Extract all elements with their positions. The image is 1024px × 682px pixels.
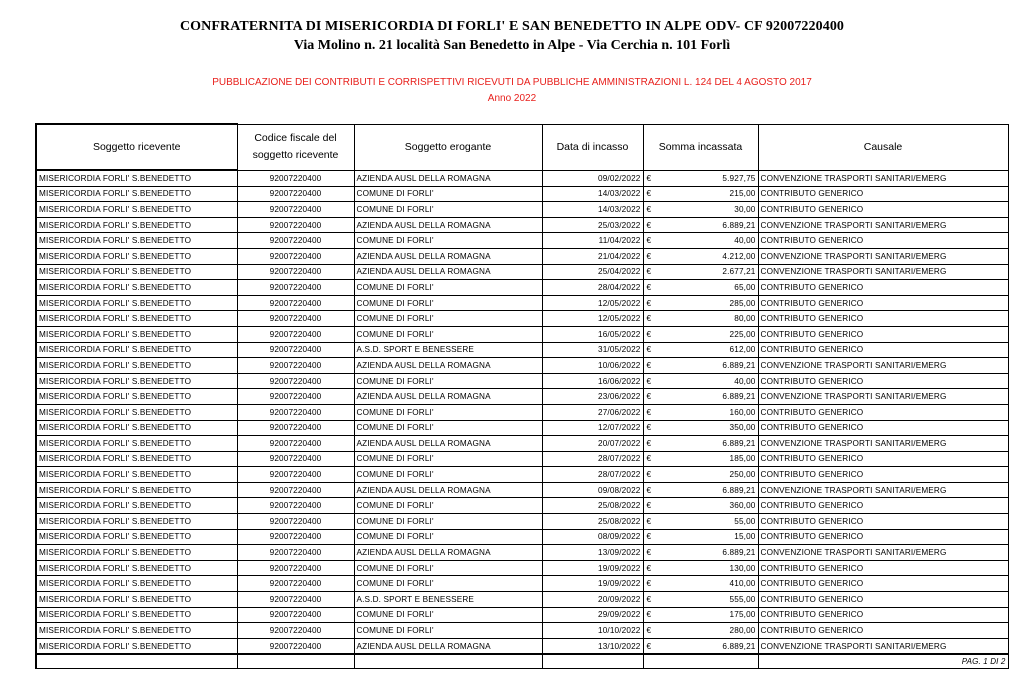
cell-soggetto-ricevente: MISERICORDIA FORLI' S.BENEDETTO [36,264,237,280]
empty-footer-cell [36,654,237,669]
table-row [36,170,1008,186]
cell-somma-incassata [643,373,758,389]
amount-value: 6.889,21 [722,485,756,495]
table-row [36,638,1008,654]
cell-soggetto-ricevente: MISERICORDIA FORLI' S.BENEDETTO [36,638,237,654]
cell-somma-incassata [643,358,758,374]
cell-causale: CONVENZIONE TRASPORTI SANITARI/EMERG [758,170,1008,186]
cell-somma-incassata [643,545,758,561]
amount-value: 250,00 [729,470,756,480]
column-header-somma-incassata: Somma incassata [643,124,758,170]
cell-soggetto-erogante: COMUNE DI FORLI' [354,373,542,389]
column-header-causale: Causale [758,124,1008,170]
empty-footer-cell [643,654,758,669]
cell-causale: CONVENZIONE TRASPORTI SANITARI/EMERG [758,217,1008,233]
cell-data-incasso: 21/04/2022 [542,248,643,264]
cell-soggetto-ricevente: MISERICORDIA FORLI' S.BENEDETTO [36,280,237,296]
cell-causale: CONTRIBUTO GENERICO [758,467,1008,483]
cell-codice-fiscale: 92007220400 [237,373,354,389]
amount-value: 15,00 [734,532,756,542]
cell-soggetto-ricevente: MISERICORDIA FORLI' S.BENEDETTO [36,389,237,405]
cell-soggetto-erogante: COMUNE DI FORLI' [354,451,542,467]
amount-value: 6.889,21 [722,548,756,558]
cell-data-incasso: 19/09/2022 [542,576,643,592]
cell-somma-incassata [643,389,758,405]
table-row [36,498,1008,514]
cell-soggetto-erogante: COMUNE DI FORLI' [354,529,542,545]
cell-codice-fiscale: 92007220400 [237,451,354,467]
currency-symbol: € [646,360,652,370]
cell-soggetto-ricevente: MISERICORDIA FORLI' S.BENEDETTO [36,311,237,327]
cell-causale: CONTRIBUTO GENERICO [758,529,1008,545]
table-body [36,170,1008,669]
cell-soggetto-erogante: COMUNE DI FORLI' [354,420,542,436]
cell-data-incasso: 31/05/2022 [542,342,643,358]
cell-data-incasso: 23/06/2022 [542,389,643,405]
amount-value: 6.889,21 [722,360,756,370]
cell-soggetto-erogante: A.S.D. SPORT E BENESSERE [354,592,542,608]
cell-data-incasso: 28/04/2022 [542,280,643,296]
cell-soggetto-ricevente: MISERICORDIA FORLI' S.BENEDETTO [36,342,237,358]
cell-somma-incassata [643,264,758,280]
amount-value: 30,00 [734,204,756,214]
currency-symbol: € [646,251,652,261]
currency-symbol: € [646,438,652,448]
cell-causale: CONTRIBUTO GENERICO [758,202,1008,218]
amount-value: 6.889,21 [722,220,756,230]
amount-value: 40,00 [734,376,756,386]
publication-title: PUBBLICAZIONE DEI CONTRIBUTI E CORRISPETTIVI RICEVUTI DA PUBBLICHE AMMINISTRAZIONI L. 124 DEL 4 AGOSTO 2017 [212,77,812,88]
cell-soggetto-ricevente: MISERICORDIA FORLI' S.BENEDETTO [36,451,237,467]
cell-causale: CONTRIBUTO GENERICO [758,576,1008,592]
cell-soggetto-erogante: COMUNE DI FORLI' [354,607,542,623]
amount-value: 6.889,21 [722,438,756,448]
cell-data-incasso: 25/03/2022 [542,217,643,233]
cell-soggetto-ricevente: MISERICORDIA FORLI' S.BENEDETTO [36,202,237,218]
amount-value: 285,00 [729,298,756,308]
table-row [36,529,1008,545]
cell-codice-fiscale: 92007220400 [237,560,354,576]
amount-value: 2.677,21 [722,267,756,277]
table-header-row [36,124,1008,170]
table-row [36,264,1008,280]
empty-footer-cell [354,654,542,669]
cell-codice-fiscale: 92007220400 [237,233,354,249]
currency-symbol: € [646,485,652,495]
cell-data-incasso: 14/03/2022 [542,202,643,218]
cell-somma-incassata [643,233,758,249]
currency-symbol: € [646,282,652,292]
currency-symbol: € [646,298,652,308]
table-row [36,451,1008,467]
currency-symbol: € [646,220,652,230]
cell-codice-fiscale: 92007220400 [237,358,354,374]
currency-symbol: € [646,454,652,464]
table-row [36,202,1008,218]
amount-value: 175,00 [729,610,756,620]
cell-soggetto-erogante: AZIENDA AUSL DELLA ROMAGNA [354,482,542,498]
cell-somma-incassata [643,623,758,639]
currency-symbol: € [646,532,652,542]
cell-soggetto-erogante: AZIENDA AUSL DELLA ROMAGNA [354,545,542,561]
cell-soggetto-erogante: AZIENDA AUSL DELLA ROMAGNA [354,638,542,654]
cell-soggetto-erogante: AZIENDA AUSL DELLA ROMAGNA [354,436,542,452]
cell-data-incasso: 28/07/2022 [542,451,643,467]
amount-value: 4.212,00 [722,251,756,261]
cell-somma-incassata [643,342,758,358]
currency-symbol: € [646,267,652,277]
amount-value: 130,00 [729,563,756,573]
cell-soggetto-ricevente: MISERICORDIA FORLI' S.BENEDETTO [36,560,237,576]
amount-value: 185,00 [729,454,756,464]
cell-data-incasso: 12/07/2022 [542,420,643,436]
currency-symbol: € [646,407,652,417]
cell-data-incasso: 08/09/2022 [542,529,643,545]
cell-data-incasso: 12/05/2022 [542,311,643,327]
cell-soggetto-ricevente: MISERICORDIA FORLI' S.BENEDETTO [36,623,237,639]
currency-symbol: € [646,345,652,355]
cell-data-incasso: 19/09/2022 [542,560,643,576]
currency-symbol: € [646,641,652,651]
table-row [36,576,1008,592]
page-number: PAG. 1 DI 2 [758,654,1008,669]
cell-data-incasso: 29/09/2022 [542,607,643,623]
cell-data-incasso: 11/04/2022 [542,233,643,249]
cell-somma-incassata [643,498,758,514]
cell-causale: CONTRIBUTO GENERICO [758,623,1008,639]
currency-symbol: € [646,173,652,183]
currency-symbol: € [646,314,652,324]
cell-soggetto-erogante: AZIENDA AUSL DELLA ROMAGNA [354,170,542,186]
cell-codice-fiscale: 92007220400 [237,420,354,436]
cell-soggetto-erogante: COMUNE DI FORLI' [354,202,542,218]
cell-data-incasso: 25/08/2022 [542,514,643,530]
cell-somma-incassata [643,482,758,498]
cell-soggetto-erogante: COMUNE DI FORLI' [354,326,542,342]
amount-value: 6.889,21 [722,392,756,402]
cell-codice-fiscale: 92007220400 [237,202,354,218]
cell-somma-incassata [643,576,758,592]
cell-causale: CONTRIBUTO GENERICO [758,451,1008,467]
amount-value: 6.889,21 [722,641,756,651]
amount-value: 80,00 [734,314,756,324]
amount-value: 280,00 [729,626,756,636]
cell-soggetto-ricevente: MISERICORDIA FORLI' S.BENEDETTO [36,217,237,233]
currency-symbol: € [646,376,652,386]
empty-footer-cell [542,654,643,669]
cell-codice-fiscale: 92007220400 [237,638,354,654]
cell-soggetto-ricevente: MISERICORDIA FORLI' S.BENEDETTO [36,607,237,623]
column-header-soggetto-erogante: Soggetto erogante [354,124,542,170]
table-row [36,358,1008,374]
cell-somma-incassata [643,638,758,654]
cell-causale: CONVENZIONE TRASPORTI SANITARI/EMERG [758,545,1008,561]
cell-somma-incassata [643,560,758,576]
table-row [36,607,1008,623]
amount-value: 555,00 [729,594,756,604]
cell-codice-fiscale: 92007220400 [237,545,354,561]
cell-codice-fiscale: 92007220400 [237,576,354,592]
cell-data-incasso: 25/08/2022 [542,498,643,514]
table-footer-row [36,654,1008,669]
cell-causale: CONTRIBUTO GENERICO [758,373,1008,389]
amount-value: 65,00 [734,282,756,292]
column-header-soggetto-ricevente: Soggetto ricevente [36,124,237,170]
cell-soggetto-erogante: COMUNE DI FORLI' [354,280,542,296]
cell-codice-fiscale: 92007220400 [237,404,354,420]
cell-data-incasso: 12/05/2022 [542,295,643,311]
cell-codice-fiscale: 92007220400 [237,295,354,311]
cell-soggetto-ricevente: MISERICORDIA FORLI' S.BENEDETTO [36,436,237,452]
cell-causale: CONVENZIONE TRASPORTI SANITARI/EMERG [758,264,1008,280]
cell-somma-incassata [643,420,758,436]
cell-causale: CONTRIBUTO GENERICO [758,311,1008,327]
document-address: Via Molino n. 21 località San Benedetto in Alpe - Via Cerchia n. 101 Forlì [293,38,731,53]
cell-data-incasso: 09/08/2022 [542,482,643,498]
cell-somma-incassata [643,311,758,327]
cell-data-incasso: 14/03/2022 [542,186,643,202]
currency-symbol: € [646,470,652,480]
amount-value: 410,00 [729,579,756,589]
cell-causale: CONVENZIONE TRASPORTI SANITARI/EMERG [758,389,1008,405]
currency-symbol: € [646,594,652,604]
cell-soggetto-erogante: COMUNE DI FORLI' [354,186,542,202]
cell-somma-incassata [643,280,758,296]
cell-data-incasso: 25/04/2022 [542,264,643,280]
cell-data-incasso: 10/10/2022 [542,623,643,639]
cell-codice-fiscale: 92007220400 [237,264,354,280]
cell-soggetto-ricevente: MISERICORDIA FORLI' S.BENEDETTO [36,482,237,498]
currency-symbol: € [646,204,652,214]
cell-data-incasso: 09/02/2022 [542,170,643,186]
currency-symbol: € [646,329,652,339]
cell-somma-incassata [643,607,758,623]
amount-value: 350,00 [729,423,756,433]
cell-data-incasso: 28/07/2022 [542,467,643,483]
cell-soggetto-ricevente: MISERICORDIA FORLI' S.BENEDETTO [36,233,237,249]
table-row [36,623,1008,639]
cell-codice-fiscale: 92007220400 [237,248,354,264]
cell-soggetto-erogante: COMUNE DI FORLI' [354,498,542,514]
cell-soggetto-erogante: COMUNE DI FORLI' [354,233,542,249]
cell-soggetto-ricevente: MISERICORDIA FORLI' S.BENEDETTO [36,498,237,514]
table-row [36,342,1008,358]
cell-codice-fiscale: 92007220400 [237,389,354,405]
cell-codice-fiscale: 92007220400 [237,436,354,452]
cell-somma-incassata [643,529,758,545]
cell-soggetto-erogante: COMUNE DI FORLI' [354,576,542,592]
cell-soggetto-erogante: AZIENDA AUSL DELLA ROMAGNA [354,248,542,264]
empty-footer-cell [237,654,354,669]
cell-codice-fiscale: 92007220400 [237,186,354,202]
table-row [36,280,1008,296]
cell-codice-fiscale: 92007220400 [237,280,354,296]
table-row [36,233,1008,249]
cell-somma-incassata [643,248,758,264]
table-row [36,436,1008,452]
cell-codice-fiscale: 92007220400 [237,326,354,342]
amount-value: 360,00 [729,501,756,511]
cell-data-incasso: 13/10/2022 [542,638,643,654]
table-row [36,217,1008,233]
column-header-data-incasso: Data di incasso [542,124,643,170]
column-header-codice-fiscale: Codice fiscale del soggetto ricevente [237,124,354,170]
currency-symbol: € [646,392,652,402]
currency-symbol: € [646,548,652,558]
cell-codice-fiscale: 92007220400 [237,529,354,545]
cell-causale: CONTRIBUTO GENERICO [758,404,1008,420]
cell-codice-fiscale: 92007220400 [237,311,354,327]
amount-value: 225,00 [729,329,756,339]
cell-somma-incassata [643,467,758,483]
currency-symbol: € [646,563,652,573]
cell-soggetto-ricevente: MISERICORDIA FORLI' S.BENEDETTO [36,592,237,608]
cell-soggetto-ricevente: MISERICORDIA FORLI' S.BENEDETTO [36,248,237,264]
cell-soggetto-erogante: AZIENDA AUSL DELLA ROMAGNA [354,358,542,374]
cell-soggetto-ricevente: MISERICORDIA FORLI' S.BENEDETTO [36,373,237,389]
cell-soggetto-erogante: COMUNE DI FORLI' [354,311,542,327]
cell-codice-fiscale: 92007220400 [237,217,354,233]
cell-somma-incassata [643,217,758,233]
cell-soggetto-erogante: COMUNE DI FORLI' [354,404,542,420]
table-row [36,295,1008,311]
table-row [36,420,1008,436]
cell-soggetto-ricevente: MISERICORDIA FORLI' S.BENEDETTO [36,420,237,436]
cell-soggetto-erogante: COMUNE DI FORLI' [354,514,542,530]
table-row [36,311,1008,327]
cell-causale: CONTRIBUTO GENERICO [758,592,1008,608]
cell-causale: CONTRIBUTO GENERICO [758,498,1008,514]
table-row [36,186,1008,202]
cell-causale: CONVENZIONE TRASPORTI SANITARI/EMERG [758,482,1008,498]
cell-soggetto-ricevente: MISERICORDIA FORLI' S.BENEDETTO [36,404,237,420]
currency-symbol: € [646,423,652,433]
currency-symbol: € [646,236,652,246]
table-row [36,248,1008,264]
cell-soggetto-ricevente: MISERICORDIA FORLI' S.BENEDETTO [36,545,237,561]
table-row [36,373,1008,389]
cell-soggetto-ricevente: MISERICORDIA FORLI' S.BENEDETTO [36,170,237,186]
cell-codice-fiscale: 92007220400 [237,342,354,358]
cell-soggetto-ricevente: MISERICORDIA FORLI' S.BENEDETTO [36,326,237,342]
amount-value: 55,00 [734,516,756,526]
cell-causale: CONTRIBUTO GENERICO [758,514,1008,530]
cell-codice-fiscale: 92007220400 [237,607,354,623]
cell-codice-fiscale: 92007220400 [237,498,354,514]
cell-codice-fiscale: 92007220400 [237,170,354,186]
currency-symbol: € [646,626,652,636]
cell-somma-incassata [643,404,758,420]
currency-symbol: € [646,516,652,526]
table-row [36,467,1008,483]
cell-codice-fiscale: 92007220400 [237,467,354,483]
cell-soggetto-erogante: A.S.D. SPORT E BENESSERE [354,342,542,358]
cell-somma-incassata [643,295,758,311]
cell-soggetto-ricevente: MISERICORDIA FORLI' S.BENEDETTO [36,576,237,592]
cell-codice-fiscale: 92007220400 [237,592,354,608]
cell-somma-incassata [643,451,758,467]
cell-data-incasso: 16/05/2022 [542,326,643,342]
currency-symbol: € [646,579,652,589]
cell-causale: CONTRIBUTO GENERICO [758,326,1008,342]
table-row [36,545,1008,561]
cell-causale: CONTRIBUTO GENERICO [758,560,1008,576]
cell-data-incasso: 10/06/2022 [542,358,643,374]
cell-soggetto-ricevente: MISERICORDIA FORLI' S.BENEDETTO [36,514,237,530]
cell-soggetto-erogante: COMUNE DI FORLI' [354,560,542,576]
cell-somma-incassata [643,592,758,608]
cell-data-incasso: 20/07/2022 [542,436,643,452]
cell-data-incasso: 13/09/2022 [542,545,643,561]
cell-causale: CONTRIBUTO GENERICO [758,420,1008,436]
cell-somma-incassata [643,514,758,530]
table-row [36,326,1008,342]
publication-year: Anno 2022 [487,93,537,104]
cell-causale: CONVENZIONE TRASPORTI SANITARI/EMERG [758,436,1008,452]
cell-soggetto-ricevente: MISERICORDIA FORLI' S.BENEDETTO [36,529,237,545]
cell-data-incasso: 20/09/2022 [542,592,643,608]
cell-somma-incassata [643,170,758,186]
cell-soggetto-erogante: COMUNE DI FORLI' [354,467,542,483]
cell-soggetto-erogante: COMUNE DI FORLI' [354,623,542,639]
cell-causale: CONTRIBUTO GENERICO [758,233,1008,249]
cell-data-incasso: 27/06/2022 [542,404,643,420]
cell-soggetto-ricevente: MISERICORDIA FORLI' S.BENEDETTO [36,295,237,311]
amount-value: 40,00 [734,236,756,246]
cell-causale: CONTRIBUTO GENERICO [758,280,1008,296]
cell-causale: CONVENZIONE TRASPORTI SANITARI/EMERG [758,248,1008,264]
table-row [36,404,1008,420]
cell-somma-incassata [643,326,758,342]
cell-somma-incassata [643,202,758,218]
table-row [36,592,1008,608]
cell-codice-fiscale: 92007220400 [237,514,354,530]
cell-somma-incassata [643,436,758,452]
cell-causale: CONVENZIONE TRASPORTI SANITARI/EMERG [758,638,1008,654]
amount-value: 5.927,75 [722,173,756,183]
table-row [36,560,1008,576]
cell-soggetto-erogante: COMUNE DI FORLI' [354,295,542,311]
cell-causale: CONTRIBUTO GENERICO [758,342,1008,358]
cell-soggetto-ricevente: MISERICORDIA FORLI' S.BENEDETTO [36,358,237,374]
cell-soggetto-erogante: AZIENDA AUSL DELLA ROMAGNA [354,389,542,405]
table-row [36,514,1008,530]
cell-codice-fiscale: 92007220400 [237,482,354,498]
contributions-table [35,123,1009,669]
cell-soggetto-erogante: AZIENDA AUSL DELLA ROMAGNA [354,264,542,280]
table-row [36,482,1008,498]
cell-data-incasso: 16/06/2022 [542,373,643,389]
amount-value: 160,00 [729,407,756,417]
cell-causale: CONTRIBUTO GENERICO [758,186,1008,202]
document-title: CONFRATERNITA DI MISERICORDIA DI FORLI' E SAN BENEDETTO IN ALPE ODV- CF 92007220400 [179,19,845,34]
amount-value: 215,00 [729,189,756,199]
cell-soggetto-ricevente: MISERICORDIA FORLI' S.BENEDETTO [36,467,237,483]
currency-symbol: € [646,189,652,199]
cell-soggetto-erogante: AZIENDA AUSL DELLA ROMAGNA [354,217,542,233]
cell-causale: CONTRIBUTO GENERICO [758,295,1008,311]
amount-value: 612,00 [729,345,756,355]
currency-symbol: € [646,501,652,511]
table-row [36,389,1008,405]
cell-causale: CONVENZIONE TRASPORTI SANITARI/EMERG [758,358,1008,374]
cell-codice-fiscale: 92007220400 [237,623,354,639]
currency-symbol: € [646,610,652,620]
cell-soggetto-ricevente: MISERICORDIA FORLI' S.BENEDETTO [36,186,237,202]
cell-causale: CONTRIBUTO GENERICO [758,607,1008,623]
cell-somma-incassata [643,186,758,202]
